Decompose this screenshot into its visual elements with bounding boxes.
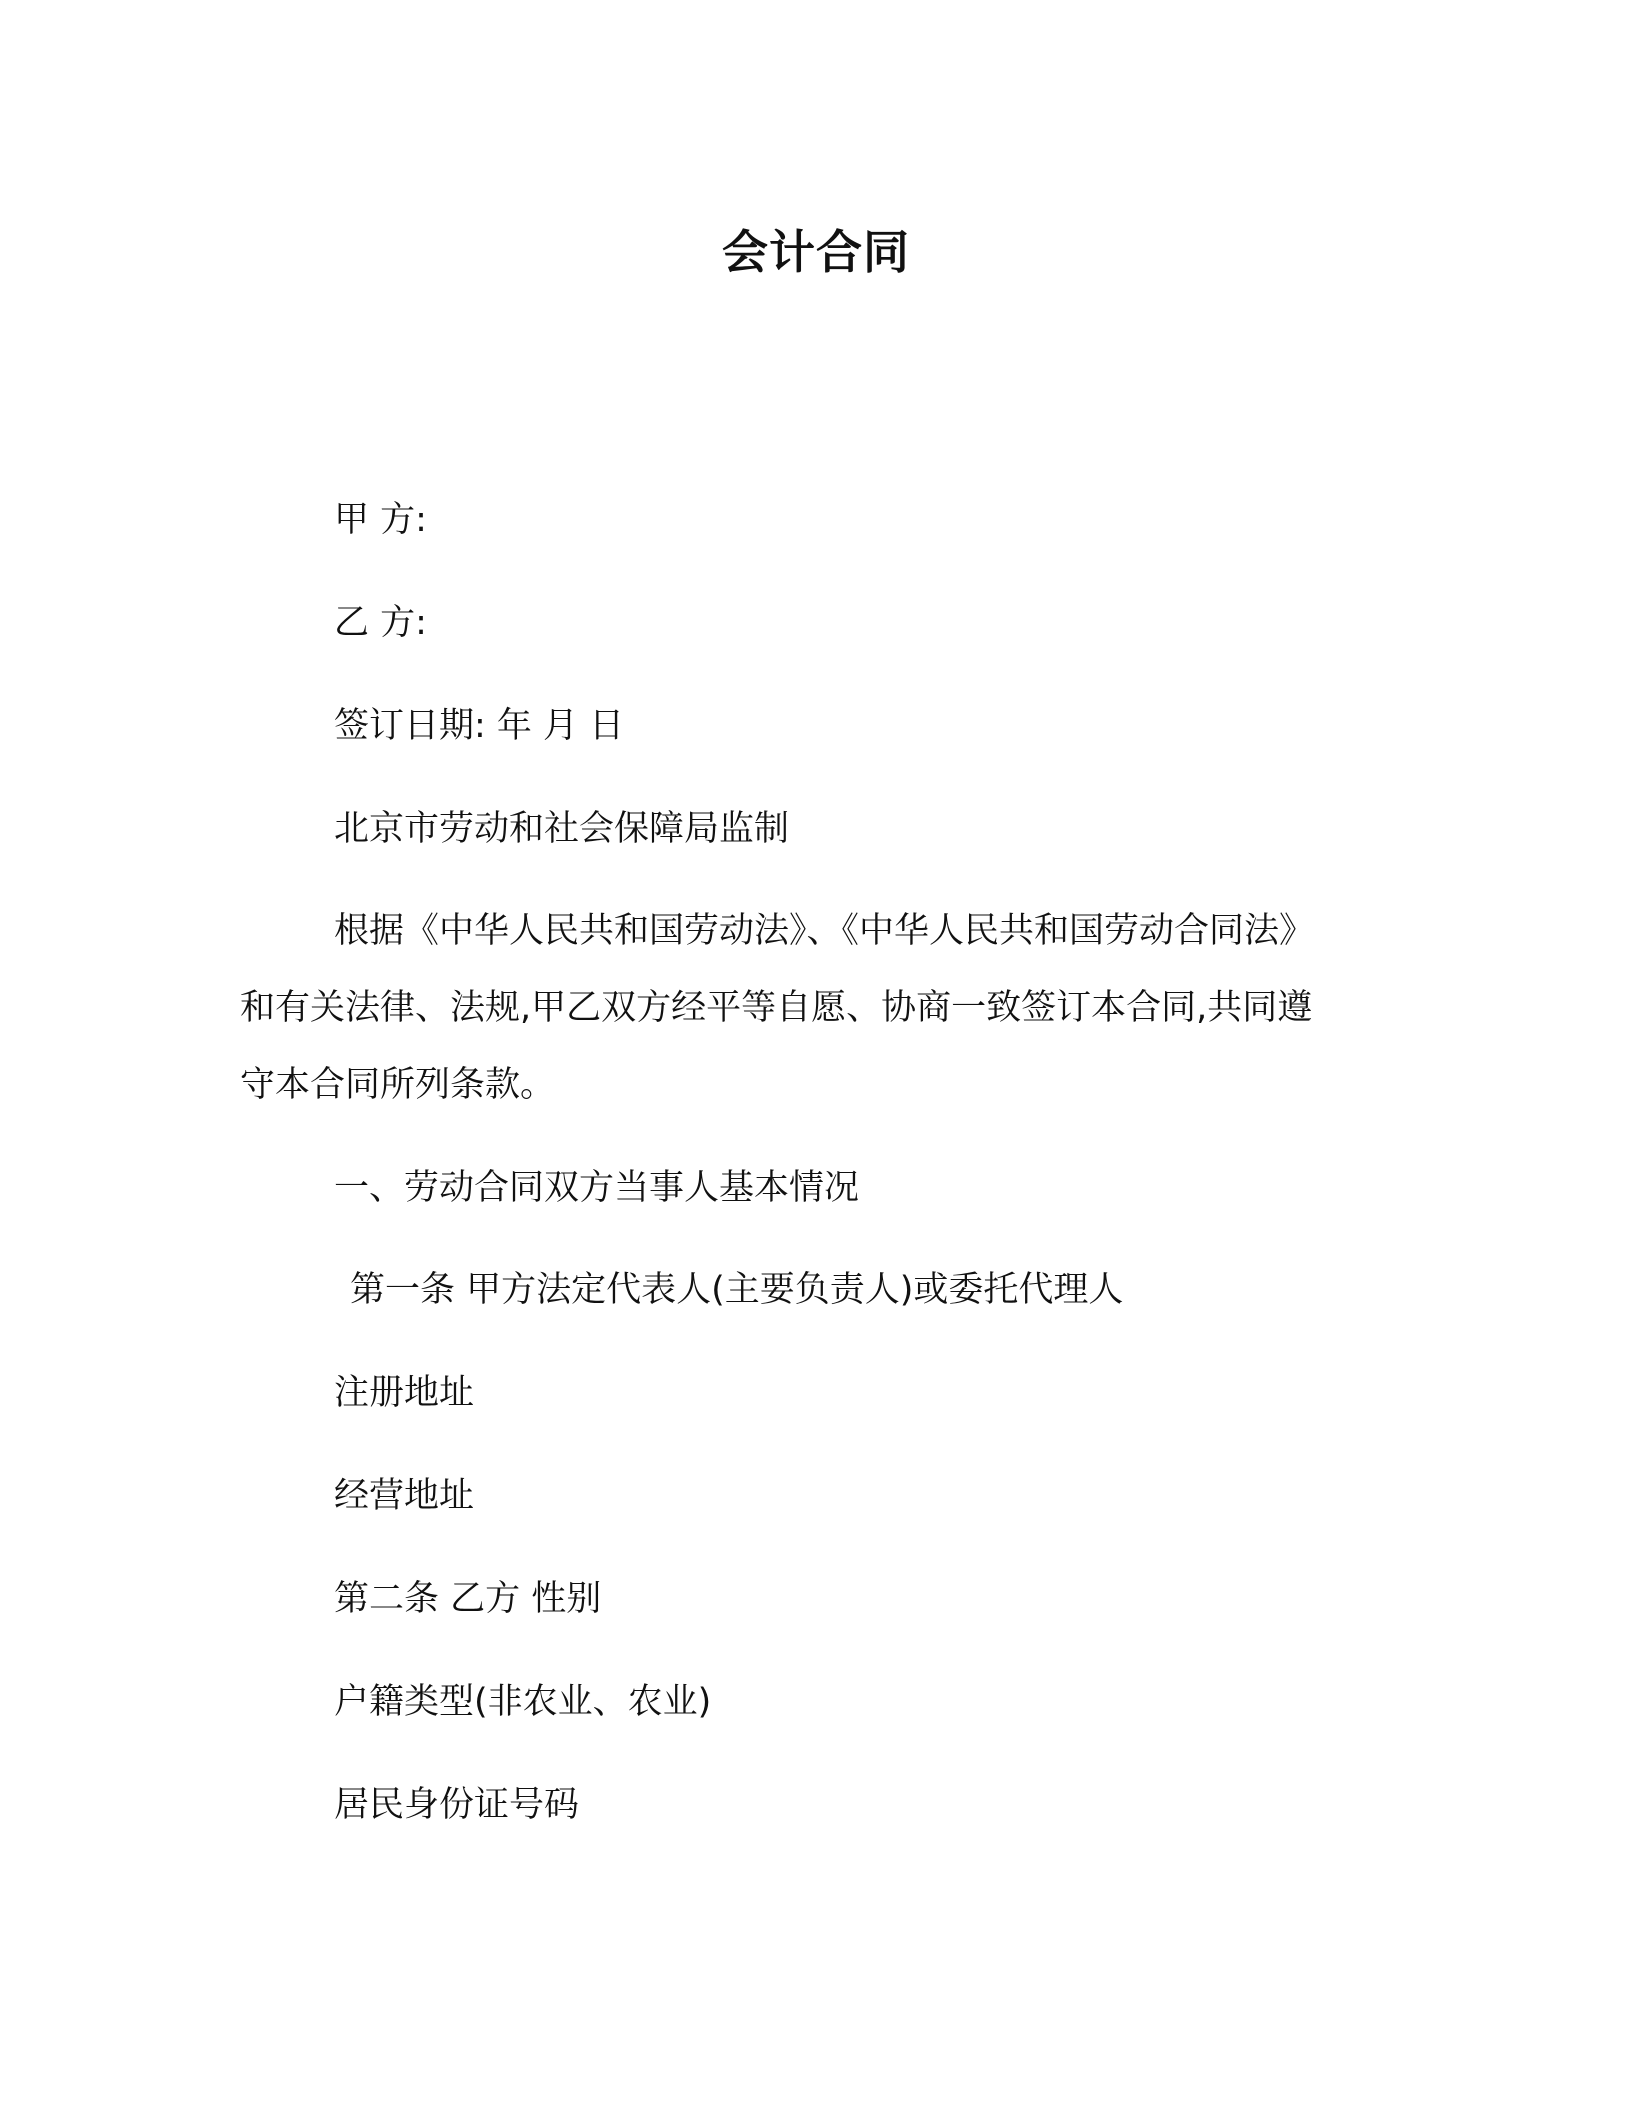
article-2-text: 第二条 乙方 性别 (334, 1579, 602, 1619)
preamble-line-3: 守本合同所列条款。 (240, 1065, 556, 1105)
section-1-heading: 一、劳动合同双方当事人基本情况 (334, 1168, 860, 1208)
preamble-line-2: 和有关法律、法规,甲乙双方经平等自愿、协商一致签订本合同,共同遵 (240, 988, 1313, 1028)
party-a-label: 甲 方: (334, 500, 427, 540)
household-type-label: 户籍类型(非农业、农业) (334, 1682, 712, 1722)
registered-address-label: 注册地址 (334, 1373, 475, 1413)
document-title: 会计合同 (722, 225, 910, 279)
id-number-label: 居民身份证号码 (334, 1785, 580, 1825)
preamble-line-1: 根据《中华人民共和国劳动法》、《中华人民共和国劳动合同法》 (334, 911, 1315, 951)
business-address-label: 经营地址 (334, 1476, 475, 1516)
article-1-text: 第一条 甲方法定代表人(主要负责人)或委托代理人 (350, 1270, 1124, 1310)
supervisor-text: 北京市劳动和社会保障局监制 (334, 809, 790, 849)
sign-date-label: 签订日期: 年 月 日 (334, 706, 625, 746)
party-b-label: 乙 方: (334, 603, 427, 643)
